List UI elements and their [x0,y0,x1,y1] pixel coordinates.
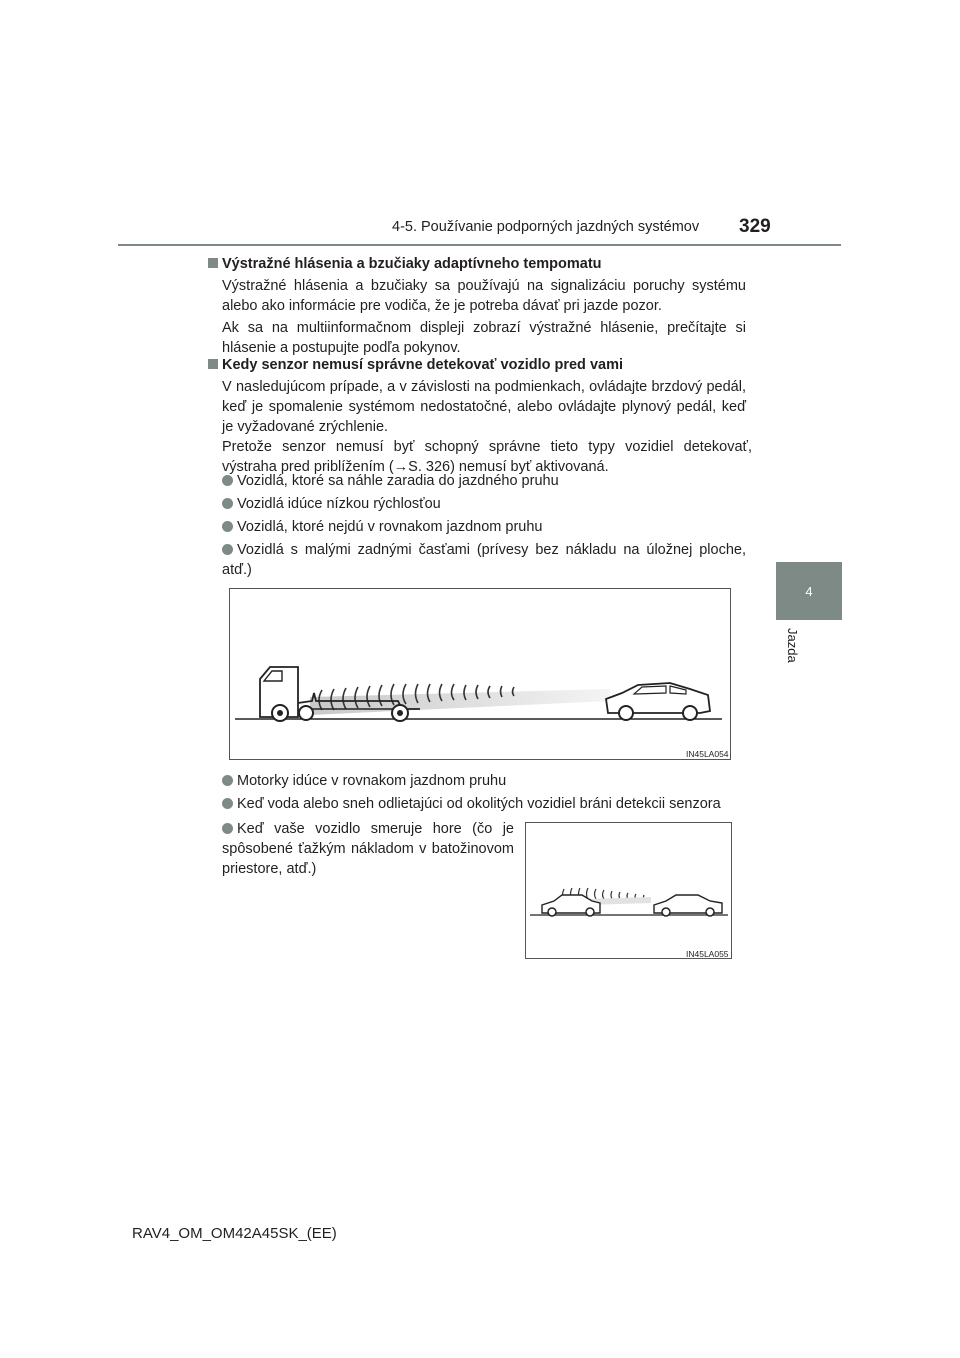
header-rule [118,244,841,246]
paragraph: V nasledujúcom prípade, a v závislosti na podmienkach, ovládajte brzdový pedál, keď je spomalenie systémom nedostatočné, alebo ovládajte plynový pedál, keď je vyžadované zrýchlenie. [222,379,746,435]
circle-bullet-icon [222,521,233,532]
chapter-tab [776,562,842,620]
document-code-footer: RAV4_OM_OM42A45SK_(EE) [132,1225,337,1242]
illustration-trailer-and-car [229,588,731,760]
circle-bullet-icon [222,798,233,809]
paragraph: Pretože senzor nemusí byť schopný správne tieto typy vozidiel detekovať, výstraha pred priblížením (→S. 326) nemusí byť aktivovaná. [222,439,752,475]
square-bullet-icon [208,258,218,268]
tilted-car-drawing [526,823,731,958]
list-item: Keď voda alebo sneh odlietajúci od okolitých vozidiel bráni detekcii senzora [222,794,752,814]
list-item: Motorky idúce v rovnakom jazdnom pruhu [222,771,746,791]
list-item: Vozidlá idúce nízkou rýchlosťou [222,494,746,514]
circle-bullet-icon [222,475,233,486]
circle-bullet-icon [222,544,233,555]
section-heading-detection: Kedy senzor nemusí správne detekovať vozidlo pred vami [208,357,623,373]
list-item: Keď vaše vozidlo smeruje hore (čo je spôsobené ťažkým nákladom v batožinovom priestore, atď.) [222,821,514,877]
illustration-tilted-car [525,822,732,959]
list-item: Vozidlá, ktoré nejdú v rovnakom jazdnom pruhu [222,517,746,537]
chapter-number: 4 [805,584,813,599]
list-item: Vozidlá s malými zadnými časťami (prívesy bez nákladu na úložnej ploche, atď.) [222,542,746,578]
figure-code: IN45LA054 [686,749,729,759]
paragraph: Ak sa na multiinformačnom displeji zobrazí výstražné hlásenie, prečítajte si hlásenie a postupujte podľa pokynov. [222,320,746,356]
paragraph: Výstražné hlásenia a bzučiaky sa používajú na signalizáciu poruchy systému alebo ako informácie pre vodiča, že je potreba dávať pri jazde pozor. [222,278,746,314]
list-item: Vozidlá, ktoré sa náhle zaradia do jazdného pruhu [222,471,746,491]
section-heading-warnings: Výstražné hlásenia a bzučiaky adaptívneho tempomatu [208,256,602,272]
square-bullet-icon [208,359,218,369]
figure-code: IN45LA055 [686,949,729,959]
running-header: 4-5. Používanie podporných jazdných systémov [392,219,700,235]
chapter-label [776,628,812,688]
page-number: 329 [739,216,771,237]
circle-bullet-icon [222,775,233,786]
circle-bullet-icon [222,823,233,834]
trailer-detection-drawing [230,589,730,759]
circle-bullet-icon [222,498,233,509]
chapter-label-text: Jazda [785,628,800,663]
